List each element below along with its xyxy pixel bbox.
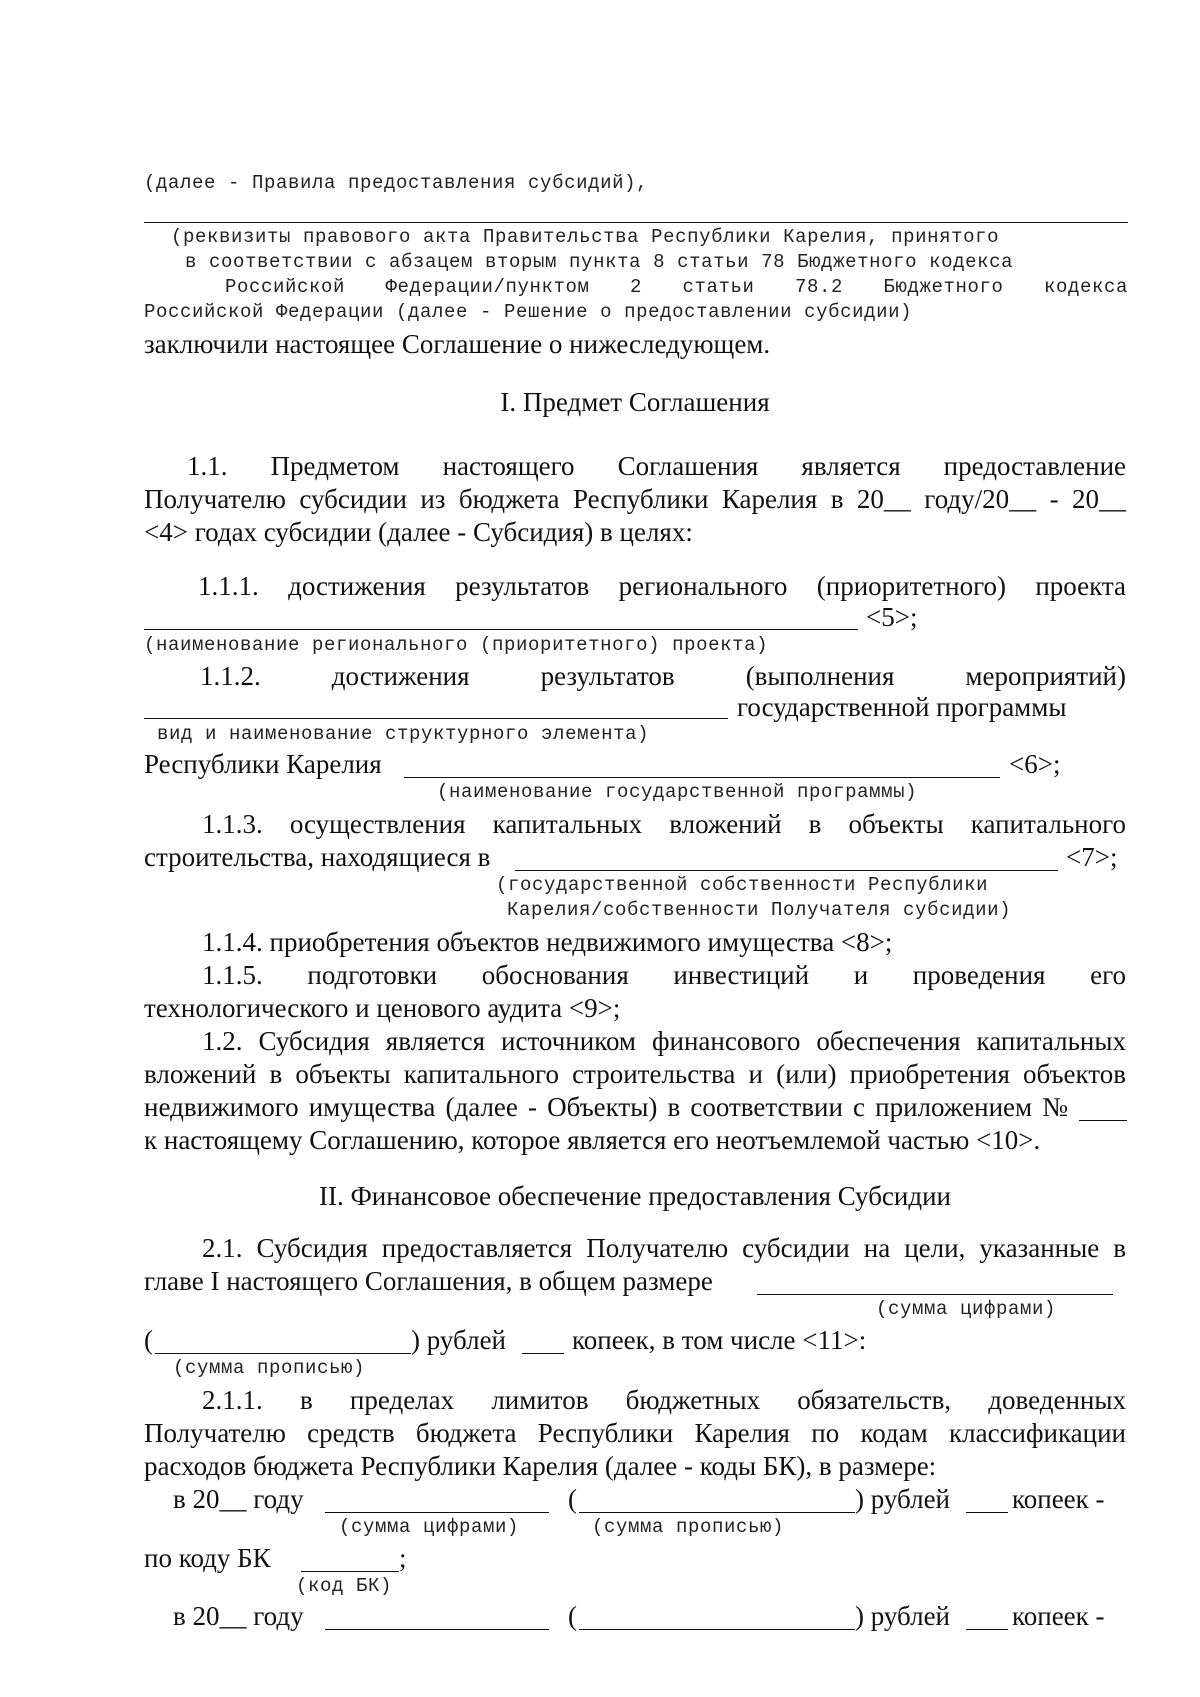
total-amount-digits-blank[interactable] (757, 1294, 1113, 1295)
p1-1-line-2: Получателю субсидии из бюджета Республики Карелия в 20__ году/20__ - 20__ (144, 484, 1126, 514)
ref-5: <5>; (866, 602, 918, 632)
p1-1-line-3: <4> годах субсидии (далее - Субсидия) в целях: (144, 517, 693, 547)
total-kopecks-blank[interactable] (522, 1353, 564, 1354)
p1-1-2-line-1: 1.1.2. достижения результатов (выполнения мероприятий) (200, 661, 1126, 691)
year-row-1-rubles: ) рублей (855, 1484, 951, 1514)
p1-2-line-4: к настоящему Соглашению, которое является его неотъемлемой частью <10>. (144, 1125, 1041, 1155)
total-open-paren: ( (144, 1325, 153, 1355)
year-row-2-words-blank[interactable] (579, 1629, 855, 1630)
year-row-2-kopecks: копеек - (1012, 1601, 1105, 1631)
p1-1-line-1: 1.1. Предметом настоящего Соглашения является предоставление (187, 451, 1126, 481)
section-2-title: II. Финансовое обеспечение предоставления Субсидии (318, 1181, 952, 1211)
p2-1-line-1: 2.1. Субсидия предоставляется Получателю субсидии на цели, указанные в (202, 1233, 1126, 1263)
year-row-1-words-caption: (сумма прописью) (592, 1516, 785, 1538)
year-row-2-rubles: ) рублей (855, 1601, 951, 1631)
ownership-caption-1: (государственной собственности Республики (496, 874, 989, 896)
bk-caption: (код БК) (296, 1575, 393, 1597)
p1-1-4: 1.1.4. приобретения объектов недвижимого имущества <8>; (202, 927, 893, 957)
structural-element-blank[interactable] (144, 718, 728, 719)
legal-act-caption-4: Российской Федерации (далее - Решение о предоставлении субсидии) (144, 301, 913, 323)
p1-1-1-line-1: 1.1.1. достижения результатов регионального (приоритетного) проекта (198, 571, 1126, 601)
ownership-blank[interactable] (515, 870, 1058, 871)
year-row-1-kopecks: копеек - (1012, 1484, 1105, 1514)
legal-act-caption-1: (реквизиты правового акта Правительства Республики Карелия, принятого (171, 226, 1000, 248)
regional-project-blank[interactable] (144, 629, 858, 630)
total-amount-digits-caption: (сумма цифрами) (876, 1298, 1057, 1320)
section-1-title: I. Предмет Соглашения (500, 387, 770, 417)
year-row-1-digits-caption: (сумма цифрами) (339, 1516, 520, 1538)
year-row-2-kopecks-blank[interactable] (966, 1629, 1008, 1630)
bk-code-blank[interactable] (301, 1571, 399, 1572)
year-row-1-digits-blank[interactable] (325, 1512, 549, 1513)
ownership-caption-2: Карелия/собственности Получателя субсидии) (507, 899, 1012, 921)
p2-1-1-line-3: расходов бюджета Республики Карелия (далее - коды БК), в размере: (144, 1451, 937, 1481)
year-row-2-head: в 20__ году (173, 1601, 304, 1631)
bk-semicolon: ; (399, 1543, 407, 1573)
concluded-line: заключили настоящее Соглашение о нижеследующем. (144, 329, 771, 359)
p2-1-line-2-head: главе I настоящего Соглашения, в общем размере (144, 1266, 713, 1296)
ref-7: <7>; (1066, 842, 1118, 872)
p1-2-line-1: 1.2. Субсидия является источником финансового обеспечения капитальных (202, 1026, 1126, 1056)
appendix-number-blank[interactable] (1079, 1120, 1127, 1121)
year-row-2-digits-blank[interactable] (325, 1629, 549, 1630)
legal-act-blank[interactable] (144, 222, 1128, 223)
legal-act-caption-3: Российской Федерации/пунктом 2 статьи 78.2 Бюджетного кодекса (225, 276, 1128, 298)
p1-1-5-line-1: 1.1.5. подготовки обоснования инвестиций и проведения его (202, 960, 1126, 990)
total-rubles: ) рублей (411, 1325, 507, 1355)
p1-1-5-line-2: технологического и ценового аудита <9>; (144, 993, 621, 1023)
p1-1-2-line-2-tail: государственной программы (737, 692, 1067, 722)
p2-1-1-line-2: Получателю средств бюджета Республики Карелия по кодам классификации (144, 1418, 1126, 1448)
legal-act-caption-2: в соответствии с абзацем вторым пункта 8 статьи 78 Бюджетного кодекса (185, 251, 1014, 273)
structural-element-caption: вид и наименование структурного элемента) (157, 723, 650, 745)
p1-2-line-3: недвижимого имущества (далее - Объекты) в соответствии с приложением № (144, 1092, 1068, 1122)
bk-head: по коду БК (144, 1543, 271, 1573)
total-amount-words-caption: (сумма прописью) (173, 1357, 366, 1379)
year-row-1-kopecks-blank[interactable] (966, 1512, 1008, 1513)
state-program-blank[interactable] (404, 777, 1000, 778)
total-amount-words-blank[interactable] (155, 1353, 411, 1354)
ref-6: <6>; (1009, 749, 1061, 779)
rules-line: (далее - Правила предоставления субсидий), (144, 172, 649, 194)
p1-2-line-2: вложений в объекты капитального строительства и (или) приобретения объектов (144, 1059, 1126, 1089)
year-row-1-open-paren: ( (568, 1484, 577, 1514)
regional-project-caption: (наименование регионального (приоритетного) проекта) (144, 634, 769, 656)
p1-1-2-line-3-head: Республики Карелия (144, 749, 382, 779)
year-row-1-head: в 20__ году (173, 1484, 304, 1514)
total-kopecks-tail: копеек, в том числе <11>: (572, 1325, 867, 1355)
year-row-2-open-paren: ( (568, 1601, 577, 1631)
state-program-caption: (наименование государственной программы) (437, 781, 918, 803)
year-row-1-words-blank[interactable] (579, 1512, 855, 1513)
p1-1-3-line-1: 1.1.3. осуществления капитальных вложений в объекты капитального (202, 809, 1126, 839)
p2-1-1-line-1: 2.1.1. в пределах лимитов бюджетных обязательств, доведенных (202, 1385, 1126, 1415)
p1-1-3-line-2-head: строительства, находящиеся в (144, 842, 491, 872)
